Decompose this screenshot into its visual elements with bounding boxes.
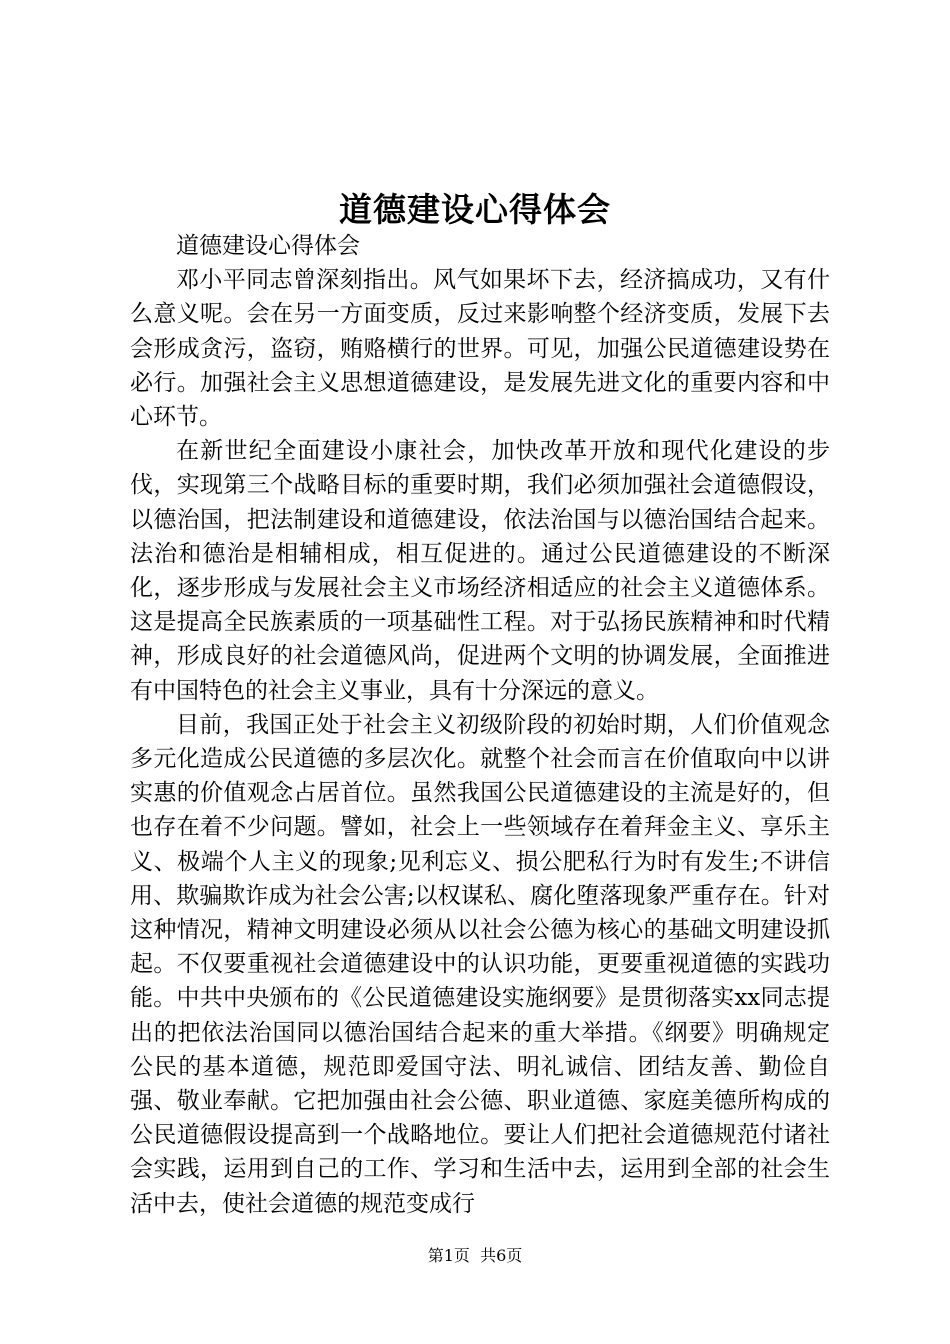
footer-spacer <box>470 1246 480 1265</box>
page-title: 道德建设心得体会 <box>339 190 611 229</box>
page-footer <box>0 1243 950 1266</box>
page-total: 共6页 <box>480 1246 523 1265</box>
document-body <box>130 229 830 1221</box>
paragraph: 邓小平同志曾深刻指出。风气如果坏下去，经济搞成功，又有什么意义呢。会在另一方面变质，反过来影响整个经济变质，发展下去会形成贪污，盗窃，贿赂横行的世界。可见，加强公民道德建设势在必行。加强社会主义思想道德建设，是发展先进文化的重要内容和中心环节。 <box>130 267 830 431</box>
paragraph-heading: 道德建设心得体会 <box>176 233 360 259</box>
page-number: 第1页 <box>427 1246 470 1265</box>
paragraph: 在新世纪全面建设小康社会，加快改革开放和现代化建设的步伐，实现第三个战略目标的重要时期，我们必须加强社会道德假设，以德治国，把法制建设和道德建设，依法治国与以德治国结合起来。法治和德治是相辅相成，相互促进的。通过公民道德建设的不断深化，逐步形成与发展社会主义市场经济相适应的社会主义道德体系。这是提高全民族素质的一项基础性工程。对于弘扬民族精神和时代精神，形成良好的社会道德风尚，促进两个文明的协调发展，全面推进有中国特色的社会主义事业，具有十分深远的意义。 <box>130 438 830 704</box>
paragraph: 目前，我国正处于社会主义初级阶段的初始时期，人们价值观念多元化造成公民道德的多层次化。就整个社会而言在价值取向中以讲实惠的价值观念占居首位。虽然我国公民道德建设的主流是好的，但也存在着不少问题。譬如，社会上一些领域存在着拜金主义、享乐主义、极端个人主义的现象;见利忘义、损公肥私行为时有发生;不讲信用、欺骗欺诈成为社会公害;以权谋私、腐化堕落现象严重存在。针对这种情况，精神文明建设必须从以社会公德为核心的基础文明建设抓起。不仅要重视社会道德建设中的认识功能，更要重视道德的实践功能。中共中央颁布的《公民道德建设实施纲要》是贯彻落实xx同志提出的把依法治国同以德治国结合起来的重大举措。《纲要》明确规定公民的基本道德，规范即爱国守法、明礼诚信、团结友善、勤俭自强、敬业奉献。它把加强由社会公德、职业道德、家庭美德所构成的公民道德假设提高到一个战略地位。要让人们把社会道德规范付诸社会实践，运用到自己的工作、学习和生活中去，运用到全部的社会生活中去，使社会道德的规范变成行 <box>130 711 830 1217</box>
